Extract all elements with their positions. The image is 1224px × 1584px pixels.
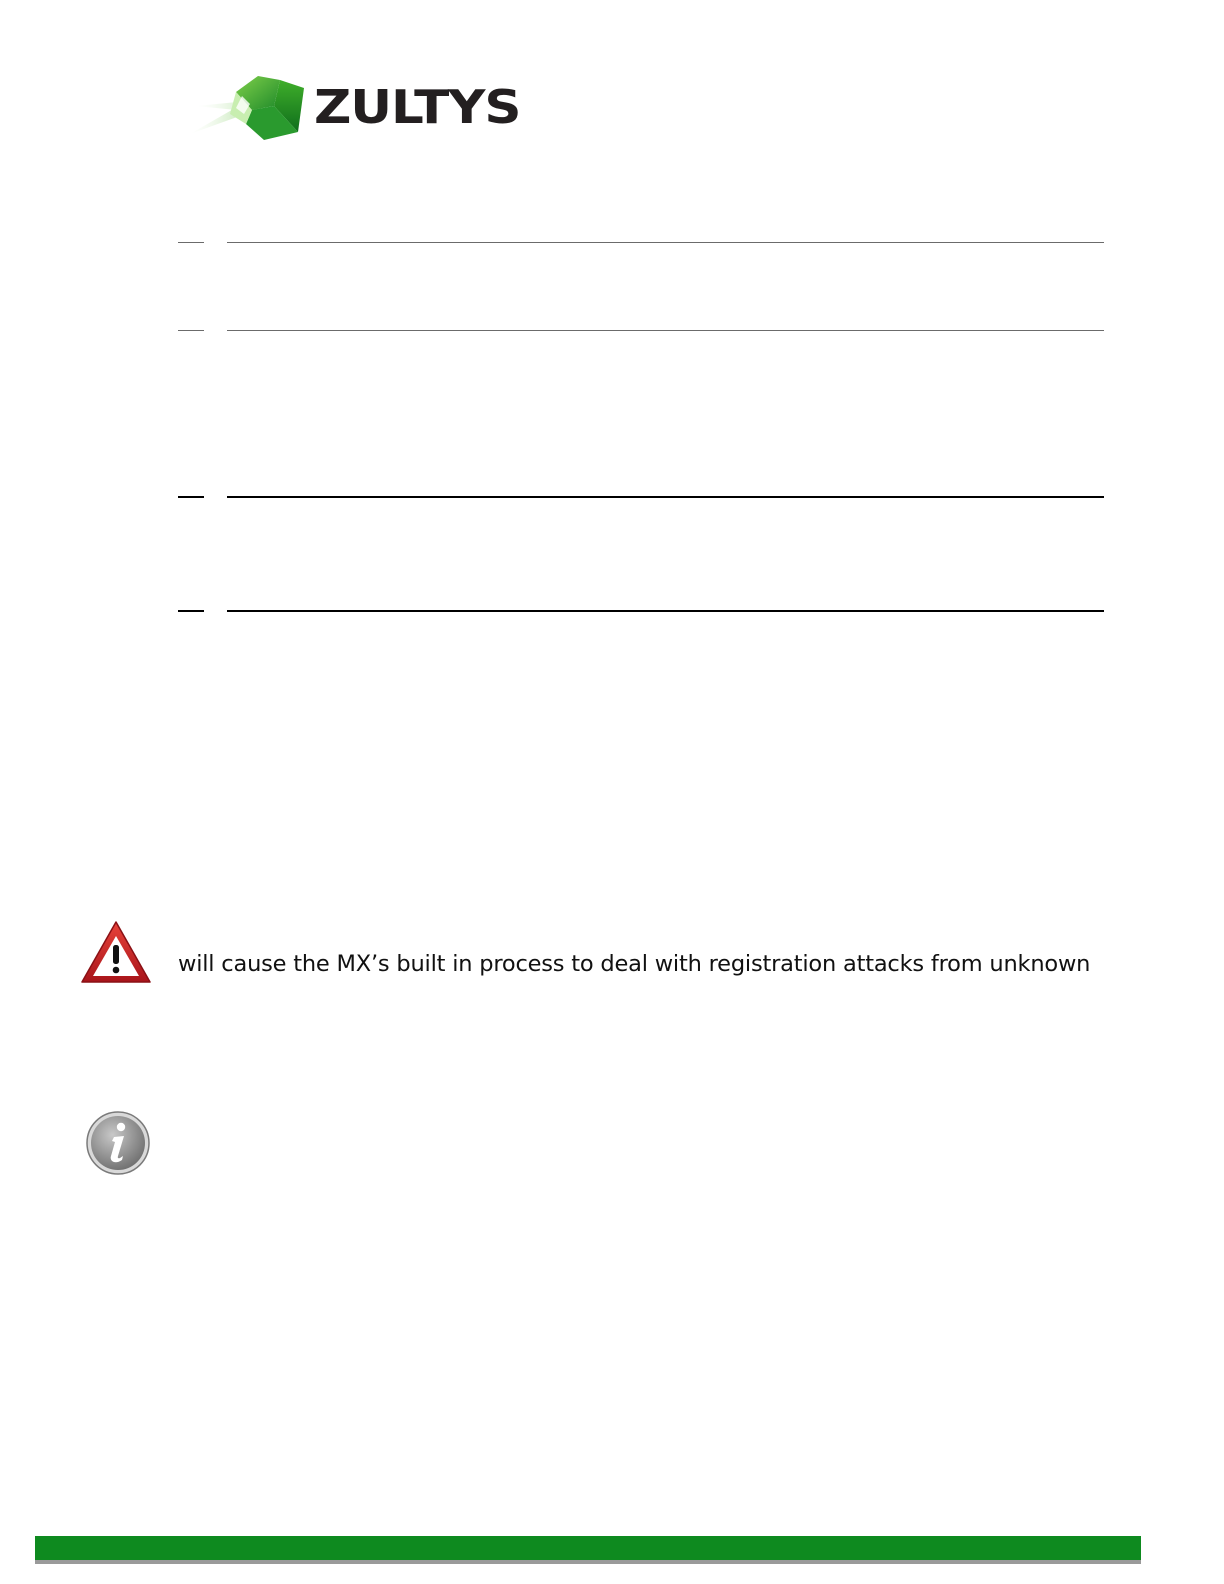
section-rule <box>178 242 1104 244</box>
zultys-logo-icon <box>186 66 310 146</box>
section-rule <box>178 330 1104 332</box>
logo-wordmark: ZULTYS <box>314 80 521 134</box>
section-rule <box>178 610 1104 612</box>
section-rule <box>178 496 1104 498</box>
info-circle-icon <box>84 1110 152 1176</box>
footer-bar <box>35 1536 1141 1584</box>
zultys-logo <box>186 66 521 150</box>
warning-triangle-icon <box>80 920 152 986</box>
warning-text: will cause the MX’s built in process to deal with registration attacks from unknown <box>178 951 1091 977</box>
